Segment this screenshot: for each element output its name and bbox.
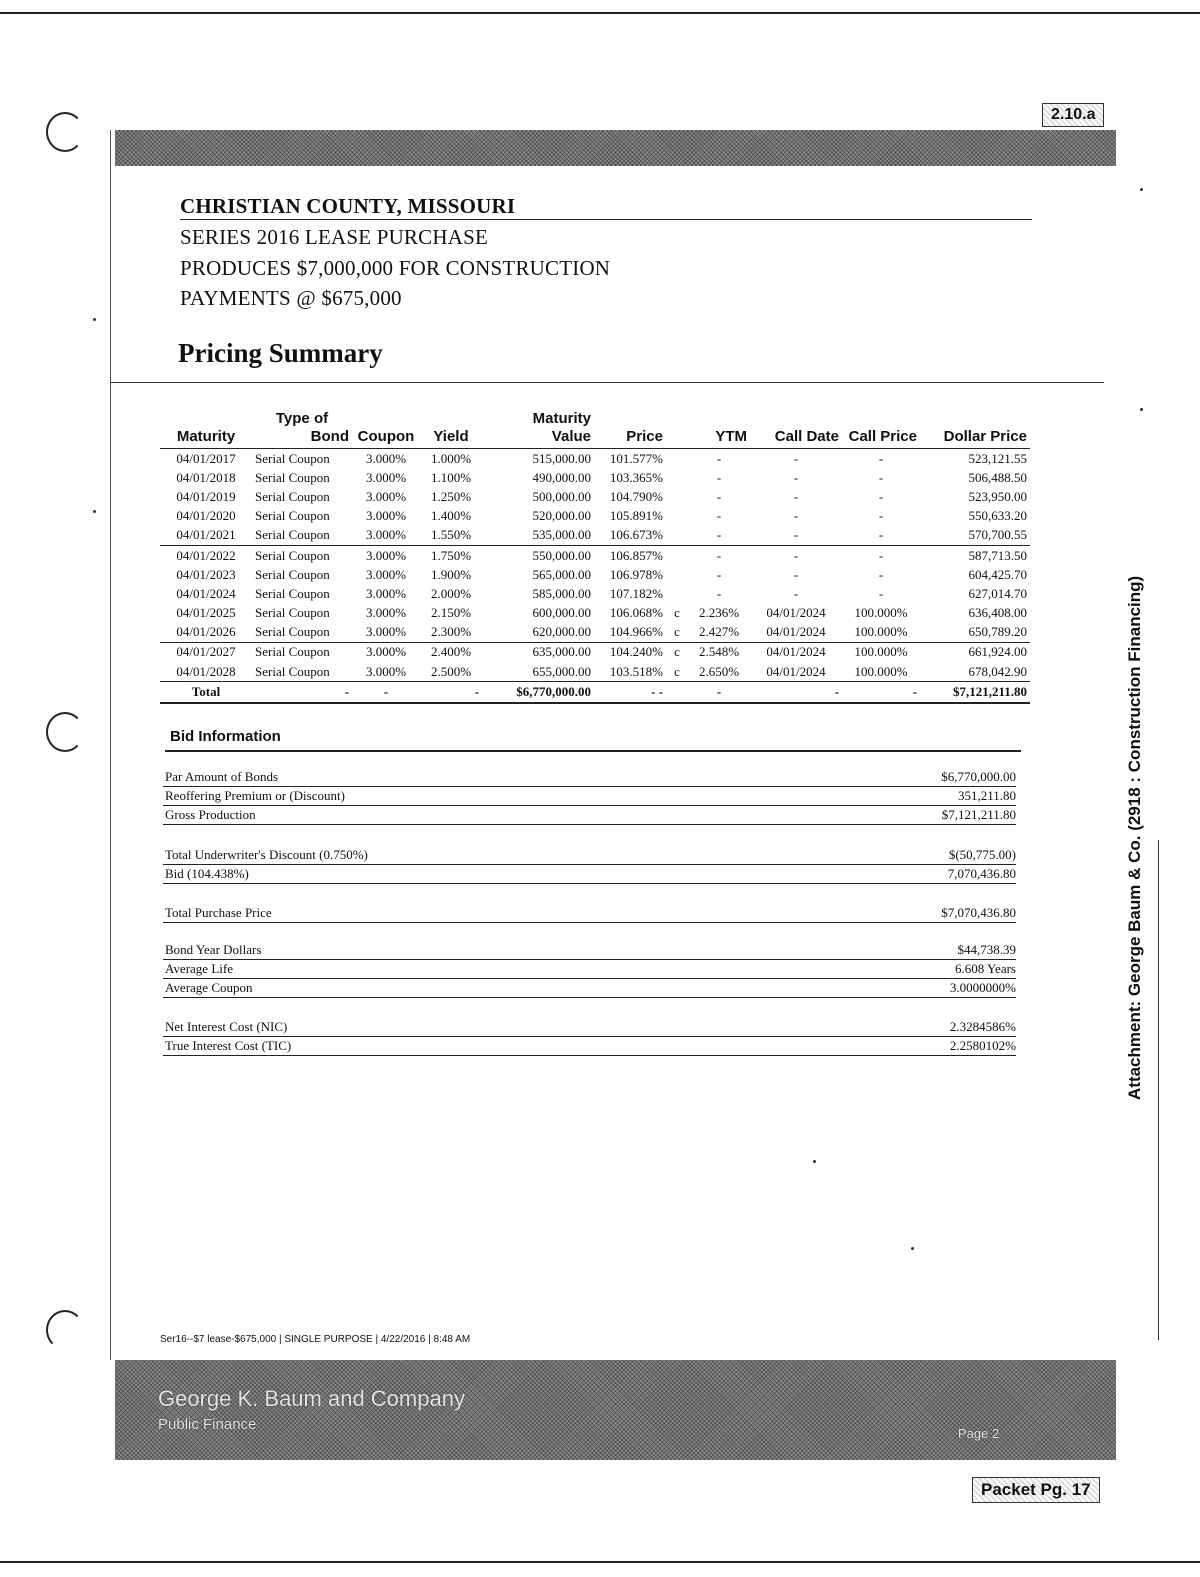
bid-value: $44,738.39 bbox=[957, 942, 1016, 957]
bid-value: 351,211.80 bbox=[957, 788, 1016, 803]
cell-coupon: 3.000% bbox=[365, 508, 407, 524]
cell-price: 103.365% bbox=[609, 469, 663, 485]
cell-c bbox=[666, 526, 688, 546]
pricing-row bbox=[160, 604, 1030, 623]
cell-type: Serial Coupon bbox=[255, 547, 330, 563]
cell-maturity: 04/01/2021 bbox=[160, 526, 252, 546]
packet-page-tag: Packet Pg. 17 bbox=[972, 1477, 1100, 1503]
col-value-bottom: Value bbox=[551, 428, 591, 445]
total-yield: - bbox=[420, 682, 482, 704]
bid-row bbox=[163, 787, 1016, 806]
cell-ytm: - bbox=[716, 566, 722, 582]
cell-price: 104.790% bbox=[609, 488, 663, 504]
pricing-total-row bbox=[160, 682, 1030, 704]
cell-call-price: - bbox=[842, 526, 920, 546]
page-bottom-rule bbox=[0, 1561, 1200, 1563]
cell-ytm: - bbox=[716, 488, 722, 504]
bid-label: Total Underwriter's Discount (0.750%) bbox=[165, 847, 368, 862]
side-rule bbox=[1158, 840, 1159, 1340]
cell-price: 104.966% bbox=[594, 623, 666, 643]
col-type-bottom: Bond bbox=[310, 428, 349, 445]
scan-speck bbox=[93, 510, 96, 513]
col-call-flag bbox=[666, 410, 688, 449]
bid-row bbox=[163, 941, 1016, 960]
cell-price: 106.978% bbox=[609, 566, 663, 582]
cell-value: 515,000.00 bbox=[532, 450, 591, 466]
cell-ytm: - bbox=[716, 585, 722, 601]
bid-row bbox=[163, 1018, 1016, 1037]
cell-maturity: 04/01/2027 bbox=[176, 644, 236, 660]
cell-call-price: - bbox=[878, 450, 884, 466]
cell-type: Serial Coupon bbox=[255, 508, 330, 524]
pricing-row bbox=[160, 507, 1030, 526]
pricing-row bbox=[160, 565, 1030, 584]
cell-ytm: 2.427% bbox=[688, 623, 750, 643]
scan-speck bbox=[93, 318, 96, 321]
bid-label: Average Life bbox=[165, 961, 233, 976]
cell-c bbox=[666, 449, 688, 469]
total-price: - - bbox=[594, 682, 666, 704]
bid-row bbox=[163, 768, 1016, 787]
cell-coupon: 3.000% bbox=[352, 662, 420, 682]
cell-dollar-price: 570,700.55 bbox=[920, 526, 1030, 546]
scan-speck bbox=[911, 1247, 914, 1250]
cell-ytm: 2.236% bbox=[698, 605, 740, 621]
cell-ytm: 2.548% bbox=[698, 644, 740, 660]
pricing-table bbox=[160, 410, 1030, 704]
total-coupon: - bbox=[352, 682, 420, 704]
cell-c: c bbox=[666, 623, 688, 643]
cell-maturity: 04/01/2028 bbox=[160, 662, 252, 682]
bid-heading-rule bbox=[165, 750, 1021, 752]
firm-name: George K. Baum and Company bbox=[158, 1386, 465, 1411]
cell-c: c bbox=[674, 605, 680, 621]
bid-value: 7,070,436.80 bbox=[947, 866, 1016, 881]
header-band bbox=[115, 130, 1116, 166]
cell-coupon: 3.000% bbox=[352, 623, 420, 643]
firm-department: Public Finance bbox=[158, 1416, 257, 1433]
cell-call-date: - bbox=[793, 450, 799, 466]
cell-call-date: - bbox=[750, 526, 842, 546]
cell-coupon: 3.000% bbox=[365, 547, 407, 563]
cell-type: Serial Coupon bbox=[252, 623, 352, 643]
series-line: SERIES 2016 LEASE PURCHASE bbox=[180, 225, 488, 249]
cell-call-date: - bbox=[793, 508, 799, 524]
page-top-rule bbox=[0, 12, 1200, 14]
cell-call-date: - bbox=[793, 566, 799, 582]
cell-coupon: 3.000% bbox=[365, 644, 407, 660]
cell-yield: 2.000% bbox=[430, 585, 472, 601]
binder-hole-bottom bbox=[46, 1310, 84, 1350]
total-call-flag bbox=[666, 682, 688, 704]
bid-label: True Interest Cost (TIC) bbox=[165, 1038, 292, 1053]
cell-call-date: - bbox=[793, 488, 799, 504]
pricing-row bbox=[160, 449, 1030, 469]
cell-call-date: 04/01/2024 bbox=[766, 644, 826, 660]
col-maturity-value bbox=[482, 410, 594, 449]
col-price: Price bbox=[594, 410, 666, 449]
cell-call-date: 04/01/2024 bbox=[766, 605, 826, 621]
cell-dollar-price: 604,425.70 bbox=[968, 566, 1027, 582]
cell-maturity: 04/01/2022 bbox=[176, 547, 236, 563]
cell-call-price: - bbox=[878, 547, 884, 563]
cell-value: 550,000.00 bbox=[532, 547, 591, 563]
cell-coupon: 3.000% bbox=[365, 488, 407, 504]
bid-label: Net Interest Cost (NIC) bbox=[165, 1019, 288, 1034]
cell-yield: 1.250% bbox=[430, 488, 472, 504]
cell-price: 106.068% bbox=[609, 605, 663, 621]
scan-speck bbox=[813, 1160, 816, 1163]
col-maturity: Maturity bbox=[160, 410, 252, 449]
pricing-row bbox=[160, 468, 1030, 487]
cell-type: Serial Coupon bbox=[255, 566, 330, 582]
col-value-top: Maturity bbox=[532, 410, 591, 427]
pricing-summary-heading: Pricing Summary bbox=[178, 338, 383, 368]
cell-yield: 1.000% bbox=[430, 450, 472, 466]
cell-call-date: - bbox=[793, 585, 799, 601]
cell-dollar-price: 636,408.00 bbox=[968, 605, 1027, 621]
cell-coupon: 3.000% bbox=[365, 566, 407, 582]
cell-value: 520,000.00 bbox=[532, 508, 591, 524]
cell-c bbox=[666, 468, 688, 487]
bid-row bbox=[163, 846, 1016, 865]
pricing-row bbox=[160, 584, 1030, 603]
cell-type: Serial Coupon bbox=[255, 450, 330, 466]
bid-value: $6,770,000.00 bbox=[941, 769, 1016, 784]
bid-value: $7,121,211.80 bbox=[941, 807, 1016, 822]
cell-value: 565,000.00 bbox=[532, 566, 591, 582]
cell-maturity: 04/01/2024 bbox=[176, 585, 236, 601]
col-call-price: Call Price bbox=[842, 410, 920, 449]
agenda-item-tag: 2.10.a bbox=[1042, 103, 1104, 127]
cell-ytm: 2.650% bbox=[688, 662, 750, 682]
cell-price: 104.240% bbox=[609, 644, 663, 660]
cell-ytm: - bbox=[716, 508, 722, 524]
cell-yield: 2.300% bbox=[420, 623, 482, 643]
bid-value: 2.3284586% bbox=[949, 1019, 1016, 1034]
cell-ytm: - bbox=[688, 526, 750, 546]
bid-value: 3.0000000% bbox=[949, 980, 1016, 995]
bid-row bbox=[163, 1037, 1016, 1056]
pricing-header-row bbox=[160, 410, 1030, 449]
cell-call-date: 04/01/2024 bbox=[750, 623, 842, 643]
cell-maturity: 04/01/2025 bbox=[176, 605, 236, 621]
pricing-row bbox=[160, 642, 1030, 662]
page-left-rule bbox=[110, 130, 111, 1360]
cell-call-price: - bbox=[878, 508, 884, 524]
cell-type: Serial Coupon bbox=[255, 585, 330, 601]
cell-yield: 1.900% bbox=[430, 566, 472, 582]
total-call-price: - bbox=[842, 682, 920, 704]
cell-dollar-price: 550,633.20 bbox=[968, 508, 1027, 524]
binder-hole-top bbox=[46, 112, 84, 152]
bid-label: Reoffering Premium or (Discount) bbox=[165, 788, 345, 803]
attachment-label: Attachment: George Baum & Co. (2918 : Construction Financing) bbox=[1125, 575, 1144, 1100]
col-dollar-price: Dollar Price bbox=[920, 410, 1030, 449]
pricing-row bbox=[160, 526, 1030, 546]
cell-call-date: 04/01/2024 bbox=[750, 662, 842, 682]
col-yield: Yield bbox=[420, 410, 482, 449]
scan-speck bbox=[1140, 408, 1143, 411]
cell-call-date: - bbox=[793, 469, 799, 485]
cell-coupon: 3.000% bbox=[352, 526, 420, 546]
cell-type: Serial Coupon bbox=[252, 526, 352, 546]
bid-value: $7,070,436.80 bbox=[941, 905, 1016, 920]
cell-type: Serial Coupon bbox=[255, 644, 330, 660]
total-call-date: - bbox=[750, 682, 842, 704]
cell-maturity: 04/01/2018 bbox=[176, 469, 236, 485]
cell-dollar-price: 678,042.90 bbox=[920, 662, 1030, 682]
cell-call-price: 100.000% bbox=[854, 605, 908, 621]
bid-information-heading: Bid Information bbox=[170, 728, 281, 745]
cell-type: Serial Coupon bbox=[252, 662, 352, 682]
bid-value: 2.2580102% bbox=[949, 1038, 1016, 1053]
bid-row bbox=[163, 865, 1016, 884]
cell-call-date: - bbox=[793, 547, 799, 563]
cell-value: 585,000.00 bbox=[532, 585, 591, 601]
cell-value: 600,000.00 bbox=[532, 605, 591, 621]
cell-coupon: 3.000% bbox=[365, 450, 407, 466]
cell-price: 103.518% bbox=[594, 662, 666, 682]
cell-c bbox=[666, 565, 688, 584]
pricing-row bbox=[160, 662, 1030, 682]
cell-coupon: 3.000% bbox=[365, 469, 407, 485]
cell-price: 107.182% bbox=[609, 585, 663, 601]
cell-dollar-price: 627,014.70 bbox=[968, 585, 1027, 601]
cell-yield: 1.100% bbox=[430, 469, 472, 485]
cell-call-price: - bbox=[878, 488, 884, 504]
cell-maturity: 04/01/2020 bbox=[176, 508, 236, 524]
cell-yield: 2.150% bbox=[430, 605, 472, 621]
col-coupon: Coupon bbox=[352, 410, 420, 449]
cell-call-price: 100.000% bbox=[842, 623, 920, 643]
payments-line: PAYMENTS @ $675,000 bbox=[180, 286, 402, 310]
cell-call-price: - bbox=[878, 585, 884, 601]
cell-dollar-price: 506,488.50 bbox=[968, 469, 1027, 485]
cell-value: 655,000.00 bbox=[482, 662, 594, 682]
file-footnote: Ser16--$7 lease-$675,000 | SINGLE PURPOSE | 4/22/2016 | 8:48 AM bbox=[160, 1334, 471, 1345]
pricing-row bbox=[160, 545, 1030, 565]
bid-row bbox=[163, 960, 1016, 979]
cell-dollar-price: 650,789.20 bbox=[920, 623, 1030, 643]
title-underline bbox=[180, 219, 1032, 220]
bid-row bbox=[163, 806, 1016, 825]
total-label: Total bbox=[160, 682, 252, 704]
cell-yield: 1.550% bbox=[420, 526, 482, 546]
cell-price: 105.891% bbox=[609, 508, 663, 524]
total-value: $6,770,000.00 bbox=[482, 682, 594, 704]
cell-yield: 1.400% bbox=[430, 508, 472, 524]
pricing-row bbox=[160, 623, 1030, 643]
bid-row bbox=[163, 904, 1016, 923]
cell-price: 101.577% bbox=[609, 450, 663, 466]
cell-yield: 2.400% bbox=[430, 644, 472, 660]
bid-label: Total Purchase Price bbox=[165, 905, 272, 920]
cell-call-price: 100.000% bbox=[854, 644, 908, 660]
total-ytm: - bbox=[688, 682, 750, 704]
cell-value: 500,000.00 bbox=[532, 488, 591, 504]
col-ytm: YTM bbox=[688, 410, 750, 449]
cell-c: c bbox=[674, 644, 680, 660]
cell-c bbox=[666, 545, 688, 565]
bid-value: $(50,775.00) bbox=[948, 847, 1016, 862]
cell-c: c bbox=[666, 662, 688, 682]
cell-price: 106.857% bbox=[609, 547, 663, 563]
bid-value: 6.608 Years bbox=[954, 961, 1016, 976]
cell-dollar-price: 587,713.50 bbox=[968, 547, 1027, 563]
cell-c bbox=[666, 487, 688, 506]
cell-coupon: 3.000% bbox=[365, 605, 407, 621]
cell-ytm: - bbox=[716, 547, 722, 563]
scan-speck bbox=[1140, 188, 1143, 191]
cell-yield: 1.750% bbox=[430, 547, 472, 563]
total-dollar-price: $7,121,211.80 bbox=[920, 682, 1030, 704]
cell-yield: 2.500% bbox=[420, 662, 482, 682]
total-type: - bbox=[252, 682, 352, 704]
col-call-date: Call Date bbox=[750, 410, 842, 449]
bid-row bbox=[163, 979, 1016, 998]
pricing-row bbox=[160, 487, 1030, 506]
cell-call-price: - bbox=[878, 566, 884, 582]
cell-value: 490,000.00 bbox=[532, 469, 591, 485]
cell-coupon: 3.000% bbox=[365, 585, 407, 601]
cell-type: Serial Coupon bbox=[255, 488, 330, 504]
cell-ytm: - bbox=[716, 450, 722, 466]
bid-label: Bond Year Dollars bbox=[165, 942, 262, 957]
cell-dollar-price: 661,924.00 bbox=[968, 644, 1027, 660]
cell-maturity: 04/01/2019 bbox=[176, 488, 236, 504]
heading-rule bbox=[110, 382, 1104, 383]
cell-price: 106.673% bbox=[594, 526, 666, 546]
cell-dollar-price: 523,950.00 bbox=[968, 488, 1027, 504]
col-type bbox=[252, 410, 352, 449]
cell-value: 635,000.00 bbox=[532, 644, 591, 660]
produces-line: PRODUCES $7,000,000 FOR CONSTRUCTION bbox=[180, 256, 611, 280]
cell-c bbox=[666, 507, 688, 526]
pricing-table-wrap bbox=[160, 410, 1030, 704]
cell-c bbox=[666, 584, 688, 603]
cell-value: 535,000.00 bbox=[482, 526, 594, 546]
cell-call-price: - bbox=[878, 469, 884, 485]
bid-label: Bid (104.438%) bbox=[165, 866, 249, 881]
bid-label: Gross Production bbox=[165, 807, 256, 822]
county-title: CHRISTIAN COUNTY, MISSOURI bbox=[180, 194, 516, 218]
cell-type: Serial Coupon bbox=[255, 605, 330, 621]
col-type-top: Type of bbox=[275, 410, 329, 427]
cell-maturity: 04/01/2026 bbox=[160, 623, 252, 643]
cell-call-price: 100.000% bbox=[842, 662, 920, 682]
cell-value: 620,000.00 bbox=[482, 623, 594, 643]
cell-type: Serial Coupon bbox=[255, 469, 330, 485]
bid-label: Average Coupon bbox=[165, 980, 253, 995]
page-number: Page 2 bbox=[958, 1426, 1000, 1441]
cell-maturity: 04/01/2017 bbox=[176, 450, 236, 466]
binder-hole-middle bbox=[46, 712, 84, 752]
cell-dollar-price: 523,121.55 bbox=[968, 450, 1027, 466]
cell-maturity: 04/01/2023 bbox=[176, 566, 236, 582]
bid-label: Par Amount of Bonds bbox=[165, 769, 279, 784]
cell-ytm: - bbox=[716, 469, 722, 485]
